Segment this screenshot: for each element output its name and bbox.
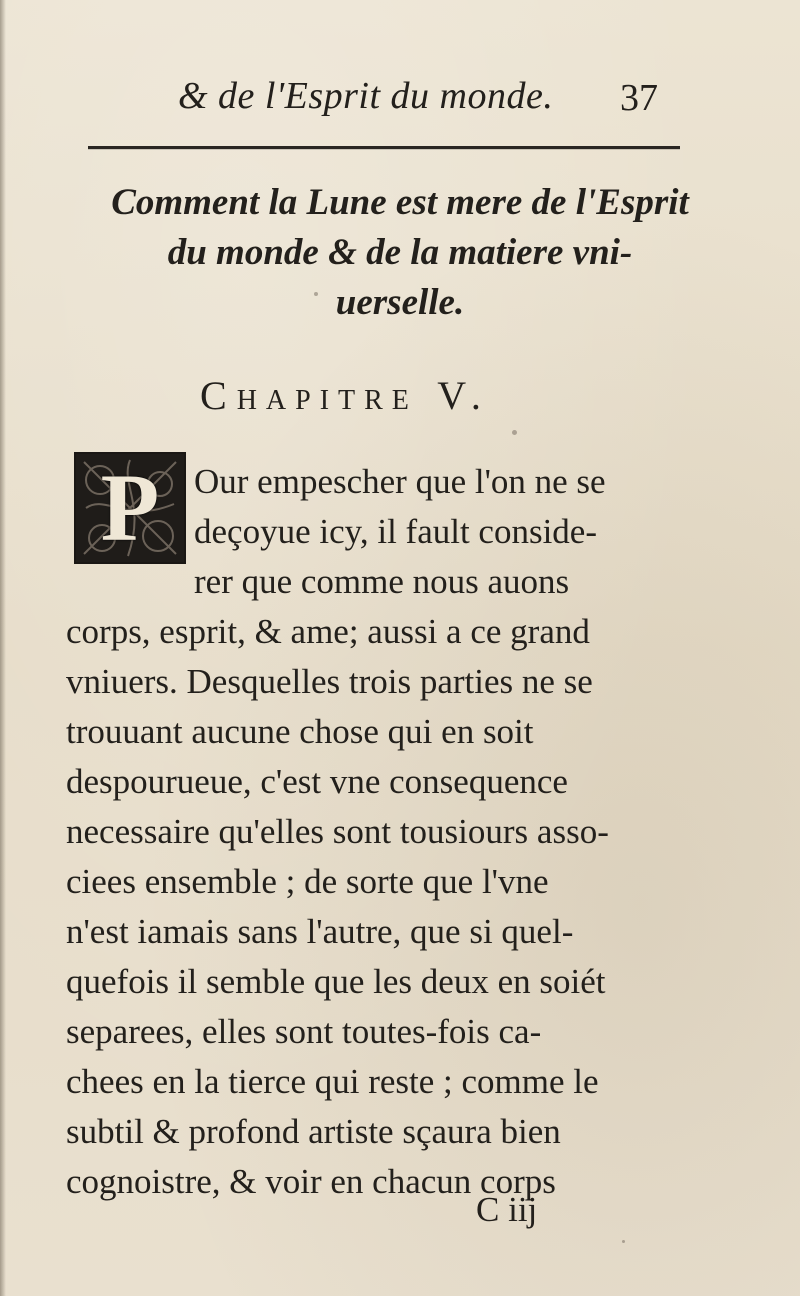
text-line xyxy=(66,1162,680,1202)
text-line xyxy=(66,912,680,952)
text-line xyxy=(66,1012,680,1052)
text-line-content: ciees ensemble ; de sorte que l'vne xyxy=(66,862,549,901)
text-line-content: vniuers. Desquelles trois parties ne se xyxy=(66,662,593,701)
text-line-content: rer que comme nous auons xyxy=(194,562,570,601)
text-line xyxy=(66,962,680,1002)
text-line-content: necessaire qu'elles sont tousiours asso- xyxy=(66,812,609,851)
chapter-label-initial: C xyxy=(200,373,237,418)
text-line xyxy=(194,462,680,502)
text-line xyxy=(66,862,680,902)
text-line xyxy=(66,612,680,652)
chapter-heading-line: Comment la Lune est mere de l'Esprit xyxy=(111,182,689,223)
text-line xyxy=(66,762,680,802)
text-line-content: corps, esprit, & ame; aussi a ce grand xyxy=(66,612,590,651)
text-line-content: deçoyue icy, il fault conside- xyxy=(194,512,597,551)
chapter-number: V. xyxy=(437,373,491,418)
text-line-content: subtil & profond artiste sçaura bien xyxy=(66,1112,561,1151)
text-line xyxy=(66,812,680,852)
text-line xyxy=(194,562,680,602)
text-line xyxy=(66,1062,680,1102)
text-line-content: separees, elles sont toutes-fois ca- xyxy=(66,1012,542,1051)
text-line-content: chees en la tierce qui reste ; comme le xyxy=(66,1062,599,1101)
text-line xyxy=(66,662,680,702)
running-title: & de l'Esprit du monde. xyxy=(178,75,554,117)
text-line xyxy=(194,512,680,552)
text-line xyxy=(66,1112,680,1152)
text-line-content: cognoistre, & voir en chacun corps xyxy=(66,1162,556,1201)
text-line-content: despourueue, c'est vne consequence xyxy=(66,762,568,801)
text-line xyxy=(66,712,680,752)
signature-mark: C iij xyxy=(476,1190,538,1229)
drop-cap-letter: P xyxy=(100,454,160,561)
text-line-content: quefois il semble que les deux en soiét xyxy=(66,962,606,1001)
text-line-content: trouuant aucune chose qui en soit xyxy=(66,712,534,751)
chapter-label-word: HAPITRE xyxy=(236,385,418,416)
text-line-content: Our empescher que l'on ne se xyxy=(194,462,606,501)
chapter-heading-line: du monde & de la matiere vni- xyxy=(167,232,633,273)
text-line-content: n'est iamais sans l'autre, que si quel- xyxy=(66,912,574,951)
chapter-heading-line: uerselle. xyxy=(335,282,465,323)
page-number: 37 xyxy=(620,77,658,119)
